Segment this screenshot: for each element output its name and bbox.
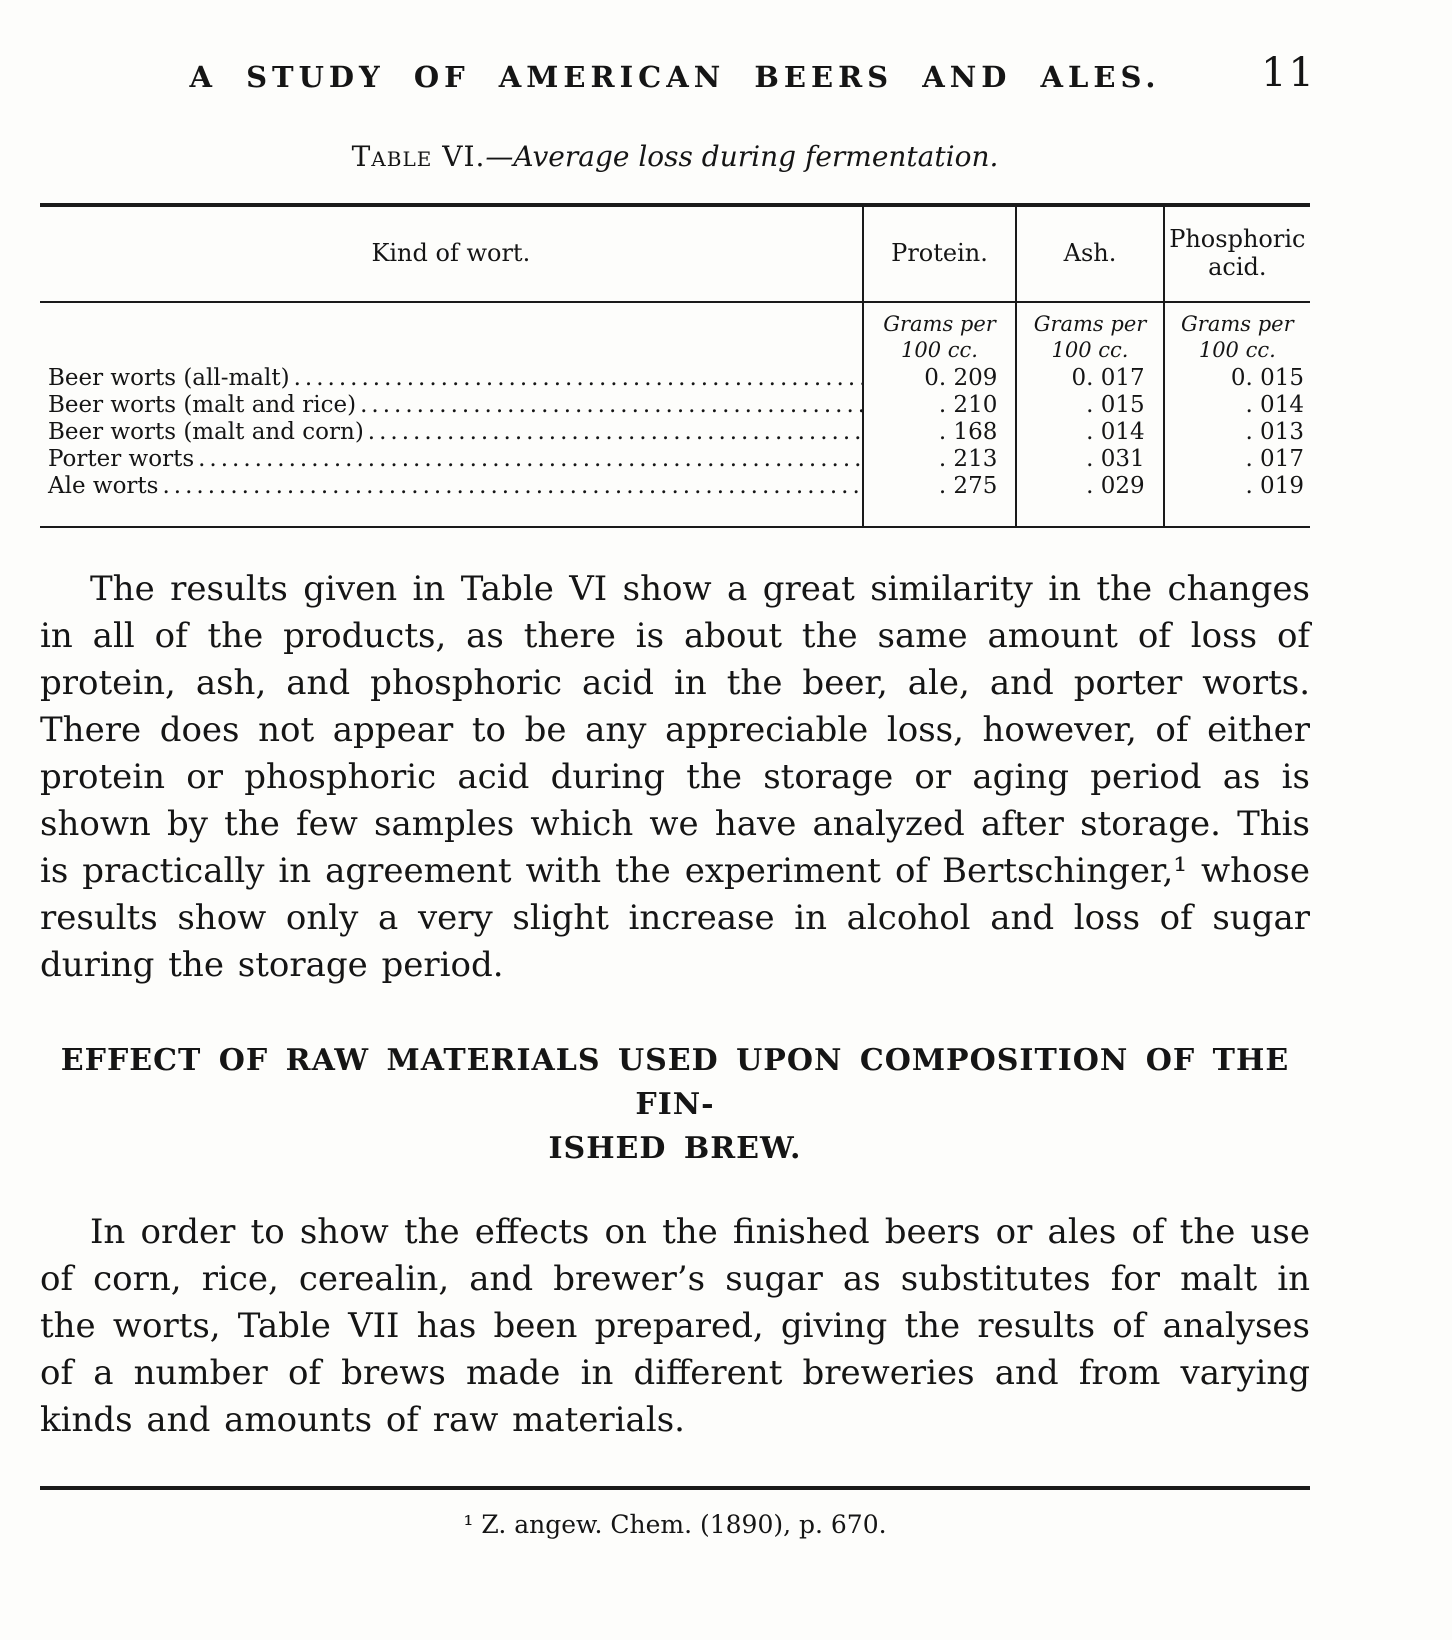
row-label: Ale worts [48,473,159,499]
cell-phosphoric: . 014 [1163,392,1310,419]
table-bottom-spacer [1015,500,1162,526]
table-bottom-spacer [862,500,1016,526]
leader-dots [162,473,861,500]
page-number: 11 [1261,50,1316,96]
table-row-kind [40,365,862,392]
page-title: A STUDY OF AMERICAN BEERS AND ALES. [189,60,1161,94]
section-heading [50,1039,1300,1171]
leader-dots [368,419,862,446]
table-row-kind [40,473,862,500]
table-bottom-spacer [40,500,862,526]
leader-dots [360,392,862,419]
fermentation-loss-table [40,203,1310,528]
section-heading-line2: ISHED BREW. [548,1131,802,1166]
cell-phosphoric: 0. 015 [1163,365,1310,392]
cell-ash: 0. 017 [1015,365,1162,392]
column-header-ash: Ash. [1015,207,1162,303]
cell-phosphoric: . 017 [1163,446,1310,473]
units-protein: Grams per 100 cc. [862,303,1016,365]
column-header-phosphoric: Phosphoric acid. [1163,207,1310,303]
cell-protein: 0. 209 [862,365,1016,392]
cell-ash: . 029 [1015,473,1162,500]
table-row-kind [40,446,862,473]
cell-protein: . 168 [862,419,1016,446]
paragraph-raw-materials: In order to show the effects on the finished beers or ales of the use of corn, rice, cerealin, and brewer’s sugar as substitutes for malt in the worts, Table VII has been prepared, giving the results of analyses of a number of brews made in different breweries and from varying kinds and amounts of raw materials. [40,1212,1310,1440]
cell-protein: . 210 [862,392,1016,419]
table-bottom-spacer [1163,500,1310,526]
units-phosphoric: Grams per 100 cc. [1163,303,1310,365]
row-label: Beer worts (malt and corn) [48,419,364,445]
units-ash: Grams per 100 cc. [1015,303,1162,365]
footnote-text: ¹ Z. angew. Chem. (1890), p. 670. [463,1510,887,1539]
leader-dots [198,446,862,473]
cell-ash: . 015 [1015,392,1162,419]
cell-protein: . 213 [862,446,1016,473]
table-row-kind [40,392,862,419]
row-label: Beer worts (all-malt) [48,365,290,391]
cell-protein: . 275 [862,473,1016,500]
row-label: Porter worts [48,446,195,472]
footnote-divider [40,1486,1310,1490]
cell-ash: . 031 [1015,446,1162,473]
paragraph-results: The results given in Table VI show a great similarity in the changes in all of the products, as there is about the same amount of loss of protein, ash, and phosphoric acid in the beer, ale, and porter worts. There does not appear to be any appreciable loss, however, of either protein or phosphoric acid during the storage or aging period as is shown by the few samples which we have analyzed after storage. This is practically in agreement with the experiment of Bertschinger,¹ whose results show only a very slight increase in alcohol and loss of sugar during the storage period. [40,569,1310,985]
units-spacer [40,303,862,365]
row-label: Beer worts (malt and rice) [48,392,357,418]
running-head [40,50,1316,106]
leader-dots [294,365,862,392]
column-header-kind: Kind of wort. [40,207,862,303]
section-heading-line1: EFFECT OF RAW MATERIALS USED UPON COMPOSITION OF THE FIN- [60,1043,1290,1122]
column-header-protein: Protein. [862,207,1016,303]
table-caption-title: —Average loss during fermentation. [485,140,999,173]
table-caption-label: Table VI. [351,140,486,173]
table-caption [40,140,1310,173]
cell-phosphoric: . 013 [1163,419,1310,446]
cell-phosphoric: . 019 [1163,473,1310,500]
cell-ash: . 014 [1015,419,1162,446]
table-row-kind [40,419,862,446]
